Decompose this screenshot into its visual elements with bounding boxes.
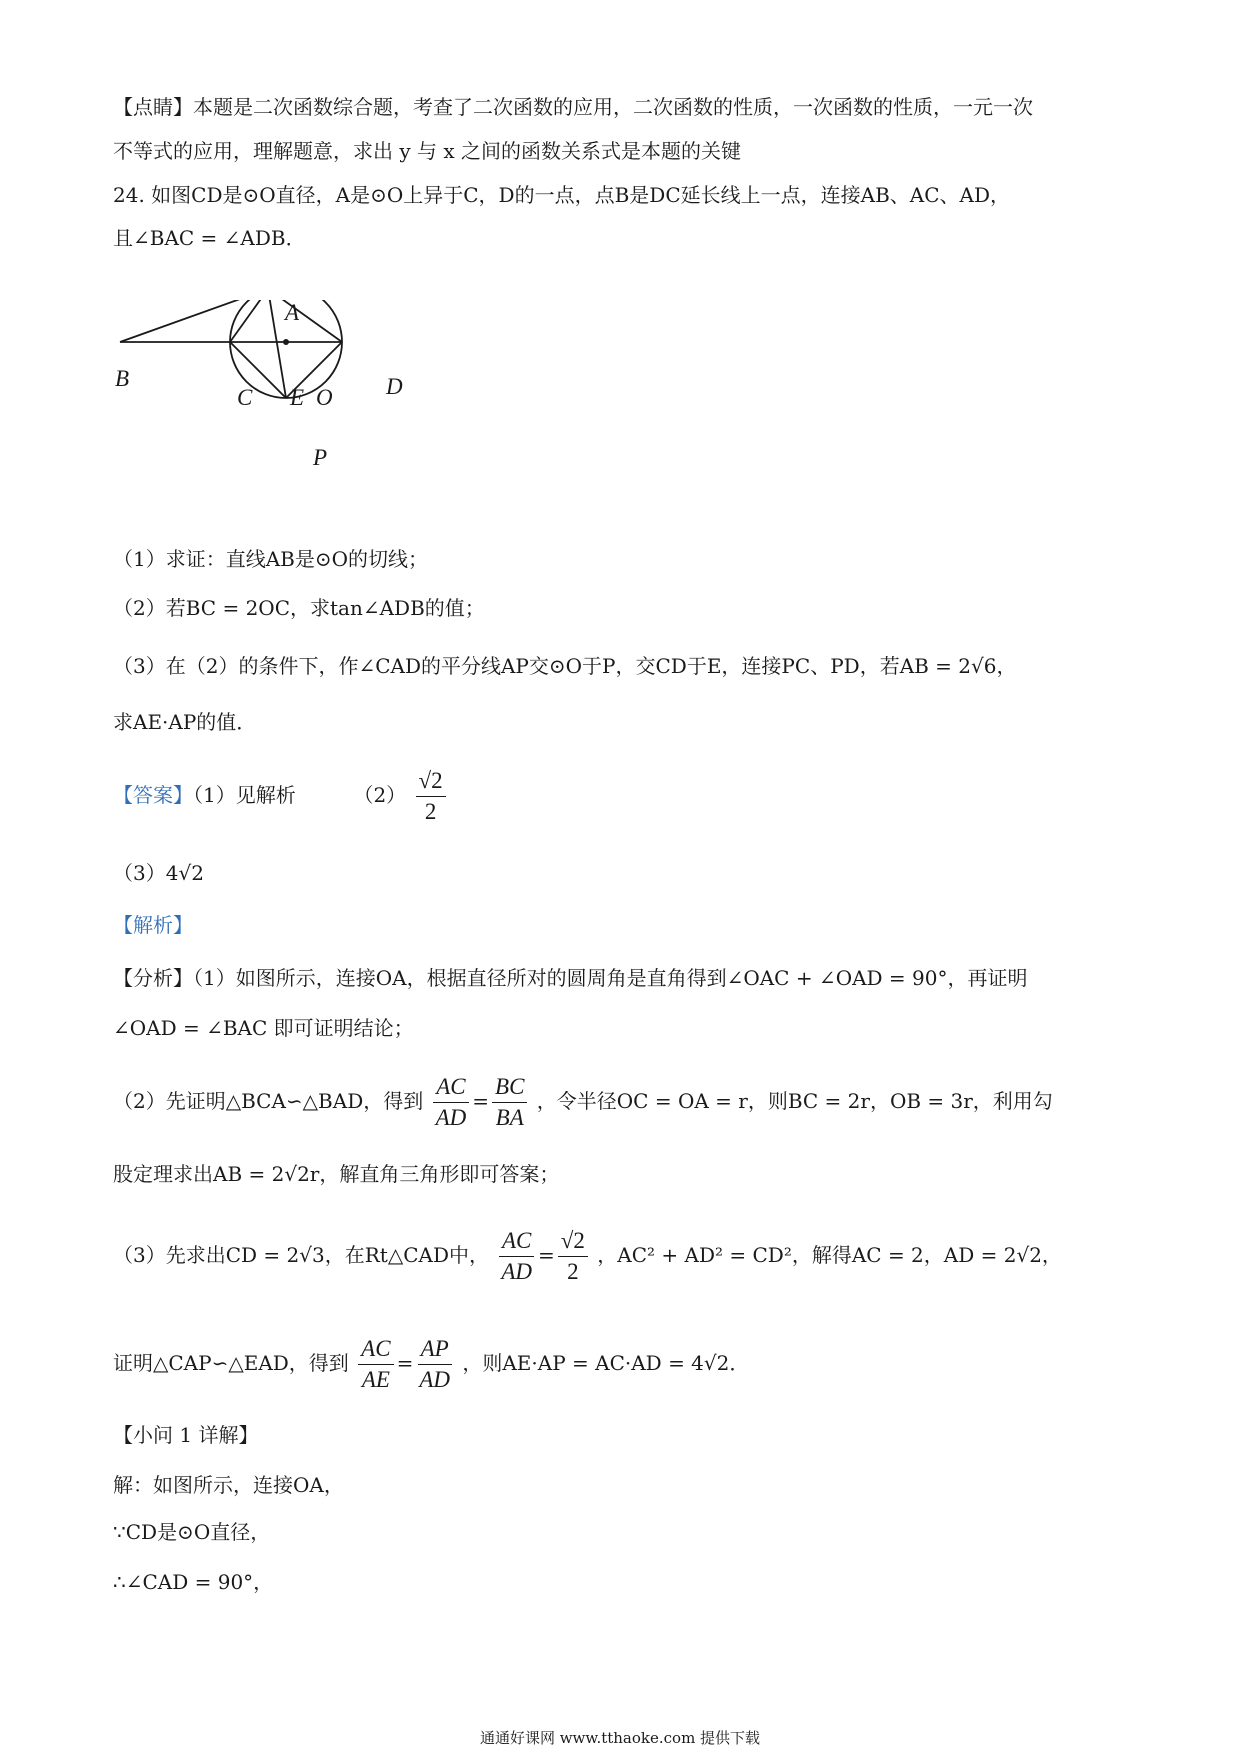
equals-sign: =	[538, 1242, 555, 1267]
fraction-numerator: AP	[418, 1334, 452, 1365]
answer-2-prefix: （2）	[353, 782, 407, 807]
fraction-numerator: AC	[433, 1072, 468, 1103]
detail-tag: 【小问 1 详解】	[113, 1423, 259, 1447]
fraction-denominator: AE	[361, 1366, 390, 1392]
label-b: B	[115, 366, 130, 391]
label-e: E	[290, 385, 305, 410]
question-1: （1）求证：直线AB是⊙O的切线；	[113, 547, 429, 571]
fraction-denominator: 2	[567, 1258, 579, 1284]
analysis-p2-end: ，令半径OC = OA = r，则BC = 2r，OB = 3r，利用勾	[536, 1088, 1053, 1113]
analysis-p3-start: （3）先求出CD = 2√3，在Rt△CAD中，	[113, 1242, 489, 1267]
analysis-p3-line-1	[113, 1226, 1062, 1287]
fraction-ac-ae	[358, 1334, 393, 1395]
center-dot	[283, 339, 289, 345]
label-c: C	[237, 385, 253, 410]
question-3-line-1: （3）在（2）的条件下，作∠CAD的平分线AP交⊙O于P，交CD于E，连接PC、PD，若AB = 2√6，	[113, 654, 1017, 678]
problem-line-2: 且∠BAC = ∠ADB．	[113, 226, 306, 250]
fraction-denominator: AD	[435, 1104, 467, 1130]
analysis-p3-line2-start: 证明△CAP∽△EAD，得到	[113, 1350, 349, 1375]
question-3-line-2: 求AE·AP的值．	[113, 710, 257, 734]
equals-sign: =	[472, 1088, 490, 1113]
answer-3: （3）4√2	[113, 861, 204, 885]
fraction-numerator: AC	[358, 1334, 393, 1365]
analysis-p3-end: ，AC² + AD² = CD²，解得AC = 2，AD = 2√2，	[597, 1242, 1062, 1267]
line-ac	[230, 300, 268, 342]
fraction-denominator: AD	[419, 1366, 450, 1392]
analysis-p1-text: （1）如图所示，连接OA，根据直径所对的圆周角是直角得到∠OAC + ∠OAD = 90°，再证明	[193, 966, 1028, 990]
analysis-p2-start: （2）先证明△BCA∽△BAD，得到	[113, 1088, 424, 1113]
fraction-ac-ad	[498, 1226, 535, 1287]
fraction-root2-2	[558, 1226, 588, 1287]
fraction-numerator: √2	[558, 1226, 588, 1257]
equals-sign: =	[396, 1350, 414, 1375]
fraction-numerator: BC	[492, 1072, 527, 1103]
detail-line-1: 解：如图所示，连接OA，	[113, 1473, 344, 1497]
analysis-tag: 【解析】	[113, 913, 193, 937]
label-o: O	[316, 385, 333, 410]
fraction-numerator: AC	[499, 1226, 534, 1257]
answer-2-denominator: 2	[424, 798, 437, 824]
fraction-ac-ad	[433, 1072, 470, 1133]
label-a: A	[285, 300, 300, 325]
detail-line-3: ∴∠CAD = 90°，	[113, 1570, 274, 1594]
answer-2-numerator: √2	[416, 766, 446, 797]
answer-2-fraction	[416, 766, 446, 827]
geometry-figure	[110, 300, 410, 460]
page-footer: 通通好课网 www.tthaoke.com 提供下载	[479, 1729, 761, 1747]
answer-1: （1）见解析	[193, 782, 296, 807]
fraction-denominator: BA	[495, 1104, 524, 1130]
analysis-p3-line2-end: ，则AE·AP = AC·AD = 4√2．	[462, 1350, 750, 1375]
answer-line	[113, 766, 449, 827]
problem-line-1: 24. 如图CD是⊙O直径，A是⊙O上异于C，D的一点，点B是DC延长线上一点，连接AB、AC、AD，	[113, 183, 1010, 207]
analysis-p1-line-1	[113, 966, 1028, 990]
fraction-denominator: AD	[501, 1258, 533, 1284]
fraction-bc-ba	[492, 1072, 527, 1133]
remark-line-1: 【点睛】本题是二次函数综合题，考查了二次函数的应用，二次函数的性质，一次函数的性质，一元一次	[113, 95, 1033, 119]
label-d: D	[386, 374, 403, 399]
fraction-ap-ad	[416, 1334, 453, 1395]
analysis-p3-line-2	[113, 1334, 749, 1395]
line-ad	[268, 300, 342, 342]
answer-tag: 【答案】	[113, 782, 193, 807]
analysis-p2-line-2: 股定理求出AB = 2√2r，解直角三角形即可答案；	[113, 1162, 560, 1186]
detail-line-2: ∵CD是⊙O直径，	[113, 1520, 271, 1544]
fenxi-tag: 【分析】	[113, 966, 193, 990]
label-p: P	[313, 445, 328, 470]
analysis-p1-line-2: ∠OAD = ∠BAC 即可证明结论；	[113, 1016, 414, 1040]
question-2: （2）若BC = 2OC，求tan∠ADB的值；	[113, 596, 485, 620]
remark-line-2: 不等式的应用，理解题意，求出 y 与 x 之间的函数关系式是本题的关键	[113, 139, 742, 163]
analysis-p2-line-1	[113, 1072, 1053, 1133]
